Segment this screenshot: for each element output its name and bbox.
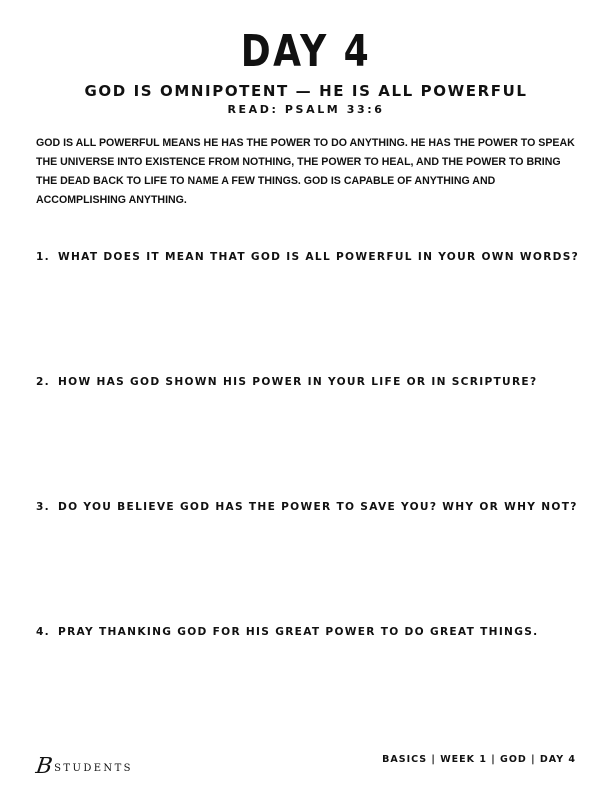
question-number: 2. bbox=[36, 376, 50, 388]
question-text: DO YOU BELIEVE GOD HAS THE POWER TO SAVE YOU? WHY OR WHY NOT? bbox=[58, 501, 578, 513]
page-title: DAY 4 bbox=[240, 26, 372, 77]
brand-logo-text: STUDENTS bbox=[54, 763, 133, 774]
intro-paragraph: GOD IS ALL POWERFUL MEANS HE HAS THE POWER TO DO ANYTHING. HE HAS THE POWER TO SPEAK THE UNIVERSE INTO EXISTENCE FROM NOTHING, THE POWER TO HEAL, AND THE POWER TO BRING THE DEAD BACK TO LIFE TO NAME A FEW THINGS. GOD IS CAPABLE OF ANYTHING AND ACCOMPLISHING ANYTHING. bbox=[36, 137, 575, 206]
brand-logo bbox=[36, 752, 133, 778]
series-label: BASICS | WEEK 1 | GOD | DAY 4 bbox=[382, 754, 576, 765]
question-number: 1. bbox=[36, 251, 50, 263]
question-2 bbox=[36, 375, 582, 389]
question-number: 4. bbox=[36, 626, 50, 638]
brand-logo-letter: B bbox=[34, 754, 54, 779]
question-3 bbox=[36, 500, 582, 514]
question-4 bbox=[36, 625, 582, 639]
page-subtitle: GOD IS OMNIPOTENT — HE IS ALL POWERFUL bbox=[84, 82, 528, 100]
question-text: HOW HAS GOD SHOWN HIS POWER IN YOUR LIFE OR IN SCRIPTURE? bbox=[58, 376, 538, 388]
question-text: WHAT DOES IT MEAN THAT GOD IS ALL POWERFUL IN YOUR OWN WORDS? bbox=[58, 251, 580, 263]
question-number: 3. bbox=[36, 501, 50, 513]
question-text: PRAY THANKING GOD FOR HIS GREAT POWER TO DO GREAT THINGS. bbox=[58, 626, 539, 638]
scripture-reading: READ: PSALM 33:6 bbox=[227, 103, 385, 116]
question-1 bbox=[36, 250, 582, 264]
